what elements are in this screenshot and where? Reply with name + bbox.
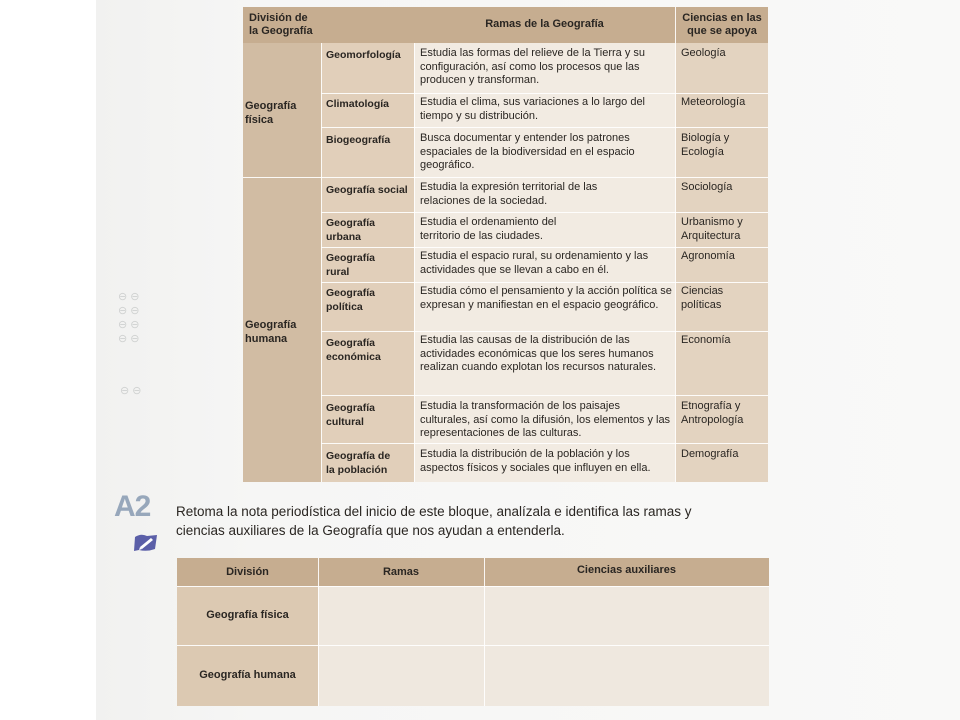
division-humana: Geografía humana: [245, 319, 297, 345]
row-divider: [177, 645, 769, 646]
geography-branches-table: [243, 7, 768, 482]
branch-cell: Geomorfología: [326, 49, 401, 61]
sciences-cell: Etnografía y Antropología: [681, 400, 744, 426]
row-divider: [321, 282, 768, 283]
branch-cell: Geografía cultural: [326, 402, 376, 428]
column-divider: [414, 43, 415, 482]
row-divider: [321, 443, 768, 444]
column-divider: [675, 7, 676, 482]
row-divider: [321, 212, 768, 213]
branch-cell: Geografía de la población: [326, 450, 391, 476]
row-divider: [321, 93, 768, 94]
header-division: División: [226, 566, 269, 578]
sciences-cell: Meteorología: [681, 96, 746, 108]
sciences-cell: Biología y Ecología: [681, 132, 730, 158]
description-cell: Estudia la transformación de los paisajes culturales, así como la difusión, los elementos y las representaciones de las culturas.: [420, 400, 671, 439]
activity-answer-table: [177, 558, 769, 706]
row-divider: [177, 586, 769, 587]
column-divider: [318, 558, 319, 706]
pencil-icon: [133, 533, 159, 553]
sciences-cell: Demografía: [681, 448, 739, 460]
sciences-cell: Economía: [681, 334, 731, 346]
branch-cell: Climatología: [326, 98, 390, 110]
row-divider: [321, 127, 768, 128]
answer-cell-ciencias-fisica[interactable]: [486, 588, 767, 643]
header-ciencias: Ciencias auxiliares: [576, 564, 677, 576]
row-label-fisica: Geografía física: [206, 609, 289, 621]
description-cell: Estudia las causas de la distribución de las actividades económicas que los seres humanos realizan cuando explotan los recursos naturales.: [420, 334, 657, 373]
ghost-text: ⊖ ⊖: [120, 385, 142, 397]
branch-cell: Geografía política: [326, 287, 376, 313]
answer-cell-ciencias-humana[interactable]: [486, 647, 767, 704]
row-divider: [321, 331, 768, 332]
sciences-cell: Sociología: [681, 181, 733, 193]
description-cell: Estudia el ordenamiento del territorio de las ciudades.: [420, 216, 557, 242]
sciences-cell: Ciencias políticas: [681, 285, 724, 311]
column-divider: [321, 43, 322, 482]
division-fisica: Geografía física: [245, 100, 297, 126]
branch-cell: Geografía rural: [326, 252, 376, 278]
description-cell: Estudia las formas del relieve de la Tierra y su configuración, así como los procesos que las producen y transforman.: [420, 47, 645, 86]
division-column: [177, 586, 318, 706]
answer-cell-ramas-fisica[interactable]: [320, 588, 482, 643]
ghost-text: ⊖ ⊖ ⊖ ⊖ ⊖ ⊖ ⊖ ⊖: [118, 291, 140, 345]
sciences-cell: Urbanismo y Arquitectura: [681, 216, 743, 242]
description-cell: Busca documentar y entender los patrones espaciales de la biodiversidad en el espacio geográfico.: [420, 132, 635, 171]
description-cell: Estudia el espacio rural, su ordenamiento y las actividades que se llevan a cabo en él.: [420, 250, 649, 276]
sciences-cell: Geología: [681, 47, 726, 59]
description-cell: Estudia cómo el pensamiento y la acción política se expresan y manifiestan en el espacio geográfico.: [420, 285, 672, 311]
branch-cell: Geografía económica: [326, 337, 381, 363]
activity-code: A2: [114, 490, 151, 523]
row-divider: [321, 395, 768, 396]
branch-cell: Biogeografía: [326, 134, 391, 146]
header-ramas: Ramas: [382, 566, 420, 578]
answer-cell-ramas-humana[interactable]: [320, 647, 482, 704]
row-divider: [321, 247, 768, 248]
description-cell: Estudia la distribución de la población y los aspectos físicos y sociales que influyen en ella.: [420, 448, 651, 474]
column-divider: [484, 558, 485, 706]
sciences-cell: Agronomía: [681, 250, 735, 262]
header-ramas: Ramas de la Geografía: [485, 18, 604, 30]
row-divider: [243, 177, 768, 178]
row-label-humana: Geografía humana: [199, 669, 296, 681]
description-cell: Estudia la expresión territorial de las relaciones de la sociedad.: [420, 181, 598, 207]
branch-cell: Geografía social: [326, 184, 408, 196]
header-ciencias: Ciencias en las que se apoya: [682, 12, 762, 37]
activity-instructions: Retoma la nota periodística del inicio de este bloque, analízala e identifica las ramas y ciencias auxiliares de la Geografía que nos ayudan a entenderla.: [176, 504, 692, 538]
description-cell: Estudia el clima, sus variaciones a lo largo del tiempo y su distribución.: [420, 96, 646, 122]
branch-cell: Geografía urbana: [326, 217, 376, 243]
header-division: División de la Geografía: [249, 12, 313, 37]
